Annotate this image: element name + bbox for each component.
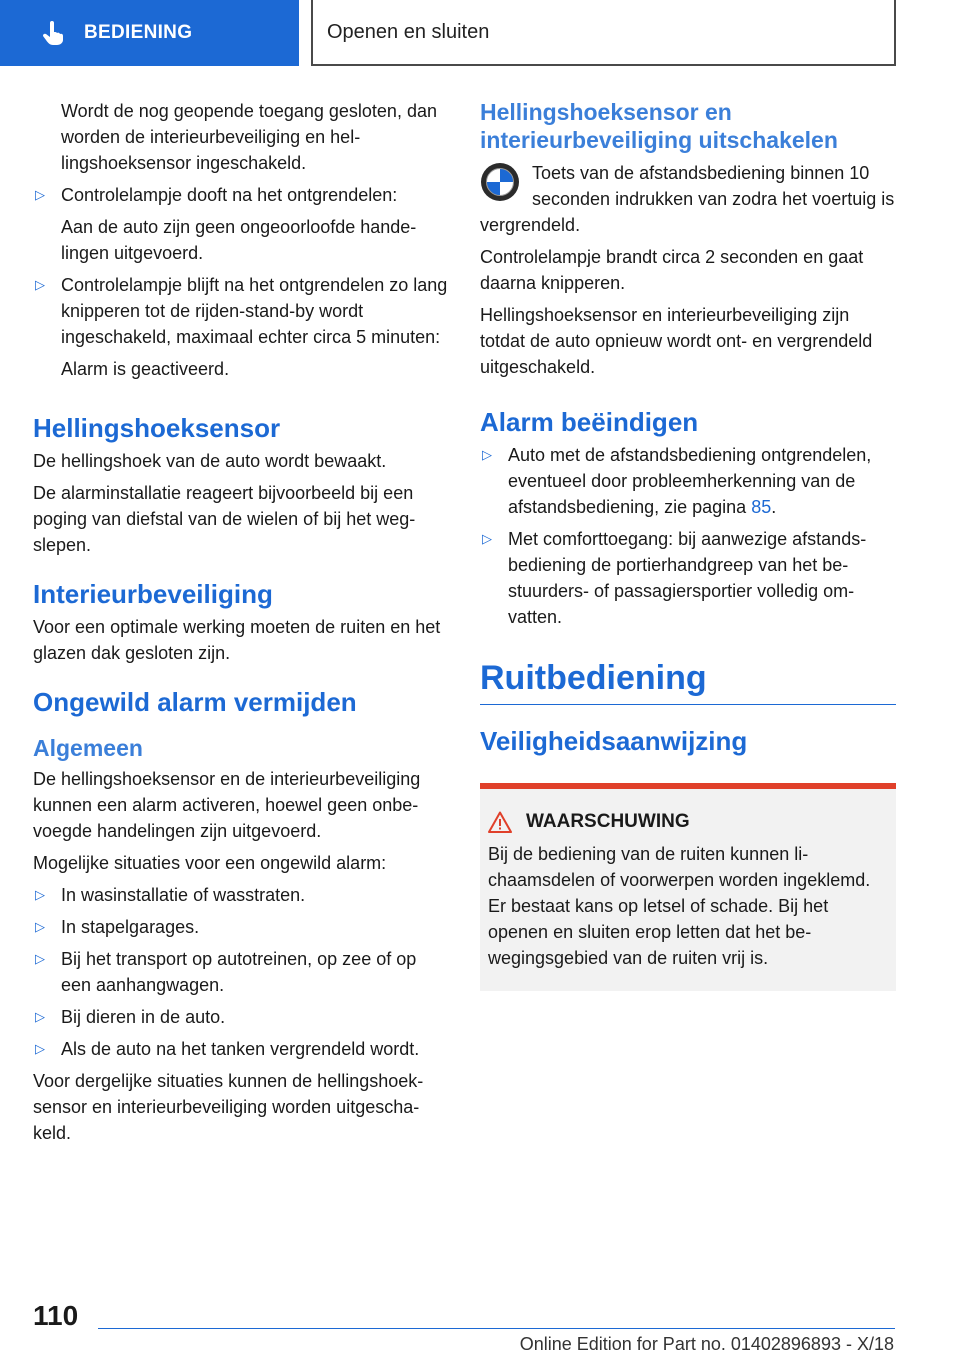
general-paragraph-2: Mogelijke situaties voor een ongewild alarm: bbox=[33, 853, 387, 873]
list-item-text bbox=[508, 442, 896, 520]
list-item bbox=[33, 182, 449, 266]
section-label: BEDIENING bbox=[84, 22, 193, 43]
list-item bbox=[33, 882, 449, 908]
warning-title: WAARSCHUWING bbox=[526, 811, 690, 832]
bmw-logo-icon bbox=[480, 162, 520, 202]
tilt-paragraph-2: De alarminstallatie reageert bijvoorbeeld bij een poging van diefstal van de wielen of bij het wegslepen. bbox=[33, 483, 416, 555]
left-column bbox=[33, 98, 449, 1152]
list-item bbox=[33, 272, 449, 382]
intro-paragraph: Wordt de nog geopende toegang gesloten, dan worden de interieurbeveiliging en hellingshoeksensor ingeschakeld. bbox=[61, 101, 437, 173]
page-reference-link[interactable]: 85 bbox=[751, 497, 772, 517]
triangle-bullet-icon: ▷ bbox=[35, 919, 45, 934]
footer-edition: Online Edition for Part no. 01402896893 - X/18 bbox=[519, 1334, 894, 1354]
list-item-text: Controlelampje blijft na het ontgrendelen zo lang knipperen tot de rijden-stand-by wordt ingeschakeld, maximaal echter circa 5 minuten: bbox=[61, 275, 448, 347]
disable-paragraph-2: Controlelampje brandt circa 2 seconden en gaat daarna knipperen. bbox=[480, 247, 864, 293]
list-item-text: Bij dieren in de auto. bbox=[61, 1007, 226, 1027]
triangle-bullet-icon: ▷ bbox=[482, 447, 492, 462]
disable-paragraph-1 bbox=[480, 160, 896, 238]
list-item-text-pre: Auto met de afstandsbediening ontgrendelen, eventueel door probleemherkenning van de afstandsbediening, zie pagina bbox=[508, 445, 872, 517]
list-item-text: In wasinstallatie of wasstraten. bbox=[61, 885, 306, 905]
list-item bbox=[480, 442, 896, 520]
heading-interior-protection: Interieurbeveiliging bbox=[33, 579, 273, 609]
interior-paragraph: Voor een optimale werking moeten de ruiten en het glazen dak gesloten zijn. bbox=[33, 617, 441, 663]
heading-window-operation: Ruitbediening bbox=[480, 658, 896, 705]
heading-end-alarm: Alarm beëindigen bbox=[480, 407, 699, 437]
right-column bbox=[480, 98, 896, 991]
triangle-bullet-icon: ▷ bbox=[35, 187, 45, 202]
warning-box bbox=[480, 783, 896, 991]
triangle-bullet-icon: ▷ bbox=[35, 951, 45, 966]
general-paragraph-1: De hellingshoeksensor en de interieurbeveiliging kunnen een alarm activeren, hoewel geen onbevoegde handelingen zijn uitgevoerd. bbox=[33, 769, 421, 841]
list-item bbox=[33, 1036, 449, 1062]
list-item-subtext: Alarm is geactiveerd. bbox=[61, 359, 230, 379]
warning-text: Bij de bediening van de ruiten kunnen lichaamsdelen of voorwerpen worden ingeklemd. Er bestaat kans op letsel of schade. Bij het openen en sluiten erop letten dat het bewegingsgebied van de ruiten vrij is. bbox=[488, 844, 871, 968]
triangle-bullet-icon: ▷ bbox=[35, 1009, 45, 1024]
list-item bbox=[33, 946, 449, 998]
page-number: 110 bbox=[33, 1300, 79, 1331]
heading-disable-sensors: Hellingshoeksensor en interieurbeveiliging uitschakelen bbox=[480, 99, 838, 153]
hand-pointer-icon bbox=[40, 20, 66, 46]
list-item-text-post: . bbox=[771, 497, 777, 517]
list-item-text: Met comforttoegang: bij aanwezige afstandsbediening de portierhandgreep van het bestuurders- of passagiersportier volledig omvatten. bbox=[508, 529, 867, 627]
heading-avoid-false-alarm: Ongewild alarm vermijden bbox=[33, 687, 357, 717]
list-item-text: Controlelampje dooft na het ontgrendelen: bbox=[61, 185, 398, 205]
disable-paragraph-3: Hellingshoeksensor en interieurbeveiliging zijn totdat de auto opnieuw wordt ont- en vergrendeld uitgeschakeld. bbox=[480, 305, 873, 377]
triangle-bullet-icon: ▷ bbox=[35, 1041, 45, 1056]
list-item-text: Als de auto na het tanken vergrendeld wordt. bbox=[61, 1039, 420, 1059]
chapter-box bbox=[311, 0, 896, 66]
tilt-paragraph-1: De hellingshoek van de auto wordt bewaakt. bbox=[33, 451, 387, 471]
section-tab bbox=[0, 0, 299, 66]
warning-triangle-icon bbox=[488, 811, 512, 833]
list-item-text: Bij het transport op autotreinen, op zee of op een aanhangwagen. bbox=[61, 949, 417, 995]
list-item bbox=[33, 914, 449, 940]
triangle-bullet-icon: ▷ bbox=[482, 531, 492, 546]
disable-text-1: Toets van de afstandsbediening binnen 10 seconden indrukken van zodra het voertuig is vergrendeld. bbox=[480, 163, 895, 235]
footer-divider bbox=[98, 1328, 895, 1329]
warning-header bbox=[488, 811, 888, 833]
list-item-text: In stapelgarages. bbox=[61, 917, 200, 937]
list-item bbox=[33, 1004, 449, 1030]
closing-paragraph: Voor dergelijke situaties kunnen de hellingshoeksensor en interieurbeveiliging worden uitgeschakeld. bbox=[33, 1071, 424, 1143]
heading-tilt-sensor: Hellingshoeksensor bbox=[33, 413, 281, 443]
list-item bbox=[480, 526, 896, 630]
heading-general: Algemeen bbox=[33, 735, 143, 761]
heading-safety-notice: Veiligheidsaanwijzing bbox=[480, 726, 748, 756]
chapter-title: Openen en sluiten bbox=[327, 20, 490, 43]
list-item-subtext: Aan de auto zijn geen ongeoorloofde handelingen uitgevoerd. bbox=[61, 217, 417, 263]
triangle-bullet-icon: ▷ bbox=[35, 887, 45, 902]
page-header bbox=[0, 0, 960, 66]
triangle-bullet-icon: ▷ bbox=[35, 277, 45, 292]
